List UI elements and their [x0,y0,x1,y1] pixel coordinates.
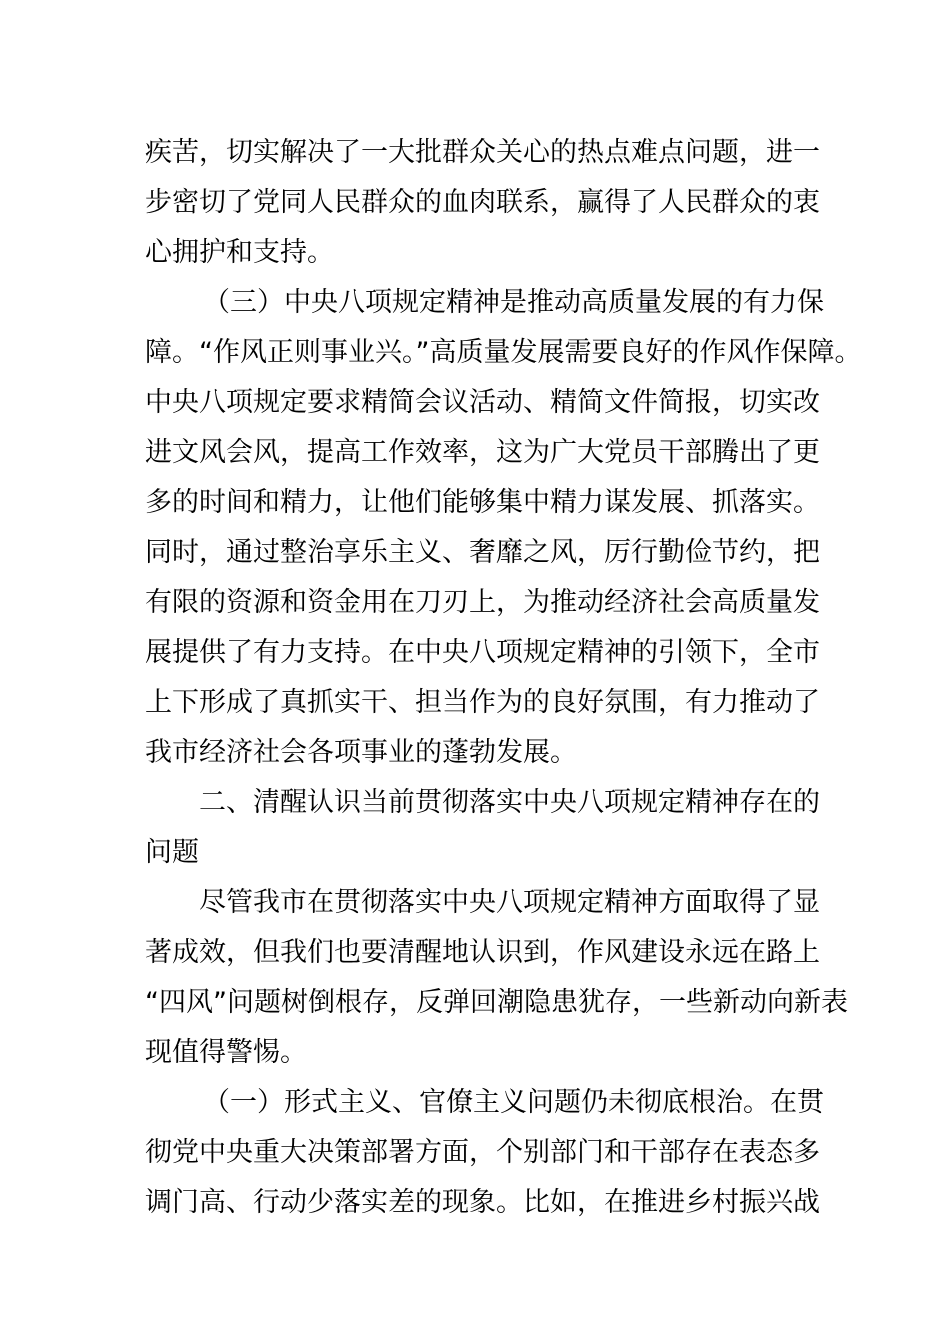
subheading-line: （一）形式主义、官僚主义问题仍未彻底根治。在贯 [203,1087,824,1118]
subheading-line: （三）中央八项规定精神是推动高质量发展的有力保 [203,287,824,318]
text-line: 调门高、行动少落实差的现象。比如，在推进乡村振兴战 [145,1187,820,1218]
section-heading-line: 问题 [145,837,199,868]
text-line: 心拥护和支持。 [145,237,334,268]
text-line: 现值得警惕。 [145,1037,307,1068]
text-line: 尽管我市在贯彻落实中央八项规定精神方面取得了显 [199,887,820,918]
text-line: 疾苦，切实解决了一大批群众关心的热点难点问题，进一 [145,137,820,168]
text-line: “四风”问题树倒根存，反弹回潮隐患犹存，一些新动向新表 [145,987,848,1018]
text-line: 著成效，但我们也要清醒地认识到，作风建设永远在路上 [145,937,820,968]
text-line: 展提供了有力支持。在中央八项规定精神的引领下，全市 [145,637,820,668]
body-text [145,128,862,1228]
text-line: 多的时间和精力，让他们能够集中精力谋发展、抓落实。 [145,487,820,518]
text-line: 进文风会风，提高工作效率，这为广大党员干部腾出了更 [145,437,820,468]
section-heading-line: 二、清醒认识当前贯彻落实中央八项规定精神存在的 [199,787,820,818]
text-line: 同时，通过整治享乐主义、奢靡之风，厉行勤俭节约，把 [145,537,820,568]
text-line: 我市经济社会各项事业的蓬勃发展。 [145,737,577,768]
text-line: 步密切了党同人民群众的血肉联系，赢得了人民群众的衷 [145,187,820,218]
text-line: 障。“作风正则事业兴。”高质量发展需要良好的作风作保障。 [145,337,862,368]
text-line: 彻党中央重大决策部署方面，个别部门和干部存在表态多 [145,1137,820,1168]
text-line: 中央八项规定要求精简会议活动、精简文件简报，切实改 [145,387,820,418]
text-line: 上下形成了真抓实干、担当作为的良好氛围，有力推动了 [145,687,820,718]
text-line: 有限的资源和资金用在刀刃上，为推动经济社会高质量发 [145,587,820,618]
